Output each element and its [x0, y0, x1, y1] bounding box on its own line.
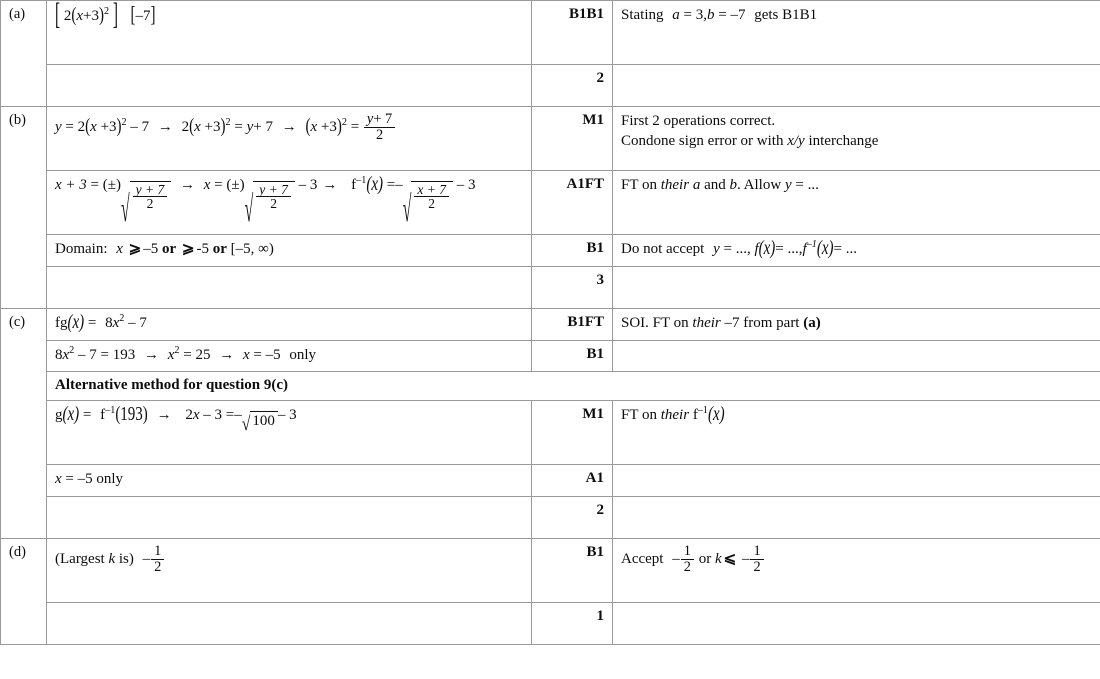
mark-b-1: M1 [532, 107, 613, 171]
b2-rad1-num: y + 7 [135, 181, 165, 197]
note-b1-xy: x/y [787, 132, 805, 149]
note-b2-tail: = ... [795, 177, 819, 193]
working-a-total-blank [47, 65, 532, 107]
table-row [1, 171, 1100, 235]
b1-x: x [90, 119, 97, 136]
d1-prefix-close: is) [118, 551, 134, 568]
working-c-2 [47, 340, 532, 372]
b1-open: ( [85, 116, 91, 138]
mark-d-total: 1 [532, 603, 613, 645]
note-b3-y-eq: = ..., [723, 241, 751, 257]
alt1-g: g [55, 407, 63, 424]
b2-minus3-2: – 3 [456, 177, 476, 193]
note-b1-line1: First 2 operations correct. [621, 113, 776, 129]
alt1-rad-tail: – 3 [277, 407, 297, 424]
d1-frac-den: 2 [151, 559, 164, 575]
b1b-eq: = [234, 119, 243, 136]
b1c-eq: = [350, 119, 360, 136]
part-label-c: (c) [1, 308, 47, 538]
c2-var2: x [167, 346, 175, 363]
note-a-total-blank [613, 65, 1100, 107]
b1b-open: ( [189, 116, 195, 138]
note-d1-k: k [714, 551, 722, 568]
note-d1-fraction-1 [681, 544, 694, 574]
mark-c-2: B1 [532, 340, 613, 372]
alt1-rhs-pre: 2 [185, 407, 193, 424]
note-a-1 [613, 1, 1100, 65]
note-b3-f-eq: = ..., [775, 241, 803, 257]
c2-eq25: = 25 [183, 346, 211, 363]
b1c-close: ) [336, 116, 342, 138]
second-bracket-close: ] [150, 3, 156, 28]
note-b1-line2 [621, 132, 1092, 152]
table-row-alt-header [1, 372, 1100, 401]
mark-alt-2: A1 [532, 465, 613, 497]
table-row-total [1, 266, 1100, 308]
note-a-post: gets B1B1 [754, 7, 818, 23]
note-d1-or: or [698, 551, 712, 568]
note-b3-y: y [713, 241, 720, 257]
b2-lhs: x + 3 [55, 177, 87, 193]
alt2-eq: = –5 only [65, 471, 124, 488]
alt1-radical: √ 100 [242, 411, 278, 432]
note-d1-sign2: – [741, 551, 750, 568]
note-b2-y: y [784, 177, 792, 193]
b2-x: x [203, 177, 211, 193]
note-b1-line2-pre: Condone sign error or with [621, 132, 784, 149]
b2-rad3-num: x + 7 [417, 181, 446, 197]
c1-fg: fg [55, 314, 68, 331]
b1b-pow: 2 [225, 117, 231, 129]
b1b-close: ) [220, 116, 226, 138]
alt1-g-arg: (x) [62, 404, 80, 426]
b1-arrow-1: → [157, 119, 173, 136]
note-b2-a: a [692, 177, 701, 193]
b2-finv: f [351, 177, 357, 193]
b2-eq3: = [386, 177, 396, 193]
working-c-1 [47, 308, 532, 340]
c1-eq: = [87, 314, 97, 331]
mark-d-1: B1 [532, 539, 613, 603]
part-label-d: (d) [1, 539, 47, 645]
b1-minus7: – 7 [130, 119, 150, 136]
table-row-total [1, 65, 1100, 107]
b3-ge-1: ⩾ [128, 241, 142, 257]
c2-arrow-2: → [219, 346, 235, 363]
mark-b-2: A1FT [532, 171, 613, 235]
note-alt1-pre: FT on [621, 407, 657, 424]
b3-domain-label: Domain: [55, 241, 108, 257]
working-b-1 [47, 107, 532, 171]
b2-eq1: = [90, 177, 99, 193]
b2-rad3-den: 2 [414, 196, 449, 211]
c1-coeff: 8 [105, 314, 113, 331]
note-d1-fraction-2 [750, 544, 763, 574]
working-b-2 [47, 171, 532, 235]
b2-eq2: = [214, 177, 223, 193]
b1-frac-num-y: y [366, 111, 374, 127]
b3-or-2: or [212, 241, 227, 257]
note-a-var-b: b [706, 7, 715, 23]
working-c-total-blank [47, 497, 532, 539]
c1-pow: 2 [119, 312, 125, 324]
b2-arrow-2: → [322, 177, 338, 193]
note-c1-val: –7 from part [724, 314, 800, 331]
b1b-plus7: + 7 [253, 119, 273, 136]
second-bracket-value: –7 [135, 7, 151, 24]
b1b-y: y [246, 119, 254, 136]
note-c-1 [613, 308, 1100, 340]
note-b2-and: and [704, 177, 726, 193]
mark-c-1: B1FT [532, 308, 613, 340]
expr-a-close: ) [99, 4, 104, 27]
mark-alt-1: M1 [532, 401, 613, 465]
mark-a-total: 2 [532, 65, 613, 107]
b1-arrow-2: → [281, 119, 297, 136]
note-c-total-blank [613, 497, 1100, 539]
note-d1-num2: 1 [753, 543, 761, 560]
expr-a-plus: + [83, 7, 92, 24]
note-b1-line2-post: interchange [808, 132, 879, 149]
working-b-total-blank [47, 266, 532, 308]
note-a-pre: Stating [621, 7, 664, 23]
b1c-three: 3 [329, 119, 337, 136]
b2-finv-sup: –1 [356, 175, 367, 186]
note-b2-b: b [729, 177, 737, 193]
b2-minus3-1: – 3 [298, 177, 318, 193]
b2-pm-2: (±) [226, 177, 245, 193]
b1b-x: x [194, 119, 201, 136]
note-alt-2-blank [613, 465, 1100, 497]
note-d-total-blank [613, 603, 1100, 645]
table-row [1, 107, 1100, 171]
b3-or-1: or [162, 241, 177, 257]
working-d-total-blank [47, 603, 532, 645]
note-d1-den2: 2 [750, 559, 763, 575]
b2-neg: – [395, 177, 403, 193]
alternative-method-header: Alternative method for question 9(c) [47, 372, 1100, 401]
b1-frac-den: 2 [364, 127, 395, 143]
alt1-f-sup: –1 [105, 405, 116, 417]
b1-close: ) [116, 116, 122, 138]
alt1-f-arg: (193) [115, 404, 148, 426]
d1-fraction [151, 544, 164, 574]
second-bracket-open: [ [130, 3, 136, 28]
note-b3-f-arg: (x) [758, 237, 776, 260]
note-b3-f: f [754, 241, 759, 257]
c2-arrow-1: → [143, 346, 159, 363]
table-row-total [1, 497, 1100, 539]
note-b3-finv-sup: –1 [806, 239, 817, 250]
c2-pow: 2 [69, 344, 75, 356]
table-row-total [1, 603, 1100, 645]
note-c-2-blank [613, 340, 1100, 372]
c2-eqm5: = –5 [253, 346, 281, 363]
alt1-rhs-var: x [192, 407, 200, 424]
d1-frac-num: 1 [154, 543, 162, 560]
b3-x: x [116, 241, 123, 257]
mark-b-3: B1 [532, 235, 613, 267]
table-row [1, 308, 1100, 340]
note-a-eq-b: = –7 [718, 7, 746, 23]
note-d1-num1: 1 [683, 543, 691, 560]
c1-arg: (x) [67, 311, 85, 334]
alt1-rad-neg: – [234, 407, 242, 424]
note-d-1 [613, 539, 1100, 603]
b1b-plus: + [204, 119, 214, 136]
note-c1-pre: SOI. FT on [621, 314, 689, 331]
b1-plus: + [100, 119, 110, 136]
working-a: [ $2(x+3)^2$ ] [–7] [47, 1, 532, 65]
table-row [1, 235, 1100, 267]
note-c1-part: (a) [803, 314, 821, 331]
note-a-var-a: a [672, 7, 680, 23]
expr-a-const: 3 [91, 7, 99, 24]
c1-minus: – 7 [128, 314, 147, 331]
mark-a-1: B1B1 [532, 1, 613, 65]
note-a-eq-a: = 3, [683, 7, 707, 23]
b2-arrow-1: → [180, 177, 195, 193]
note-b-3 [613, 235, 1100, 267]
table-row [1, 340, 1100, 372]
expr-a-var: x [76, 7, 84, 24]
alt2-x: x [55, 471, 62, 488]
b3-val-2: -5 [196, 241, 209, 257]
note-b2-their: their [660, 177, 690, 193]
c2-coeff: 8 [55, 346, 63, 363]
note-alt1-f-sup: –1 [697, 405, 709, 417]
note-b2-allow: . Allow [737, 177, 782, 193]
b2-rad2-num: y + 7 [259, 181, 288, 197]
note-alt1-f-arg: (x) [708, 404, 725, 426]
b1c-open: ( [305, 116, 311, 138]
working-d-1 [47, 539, 532, 603]
table-row [1, 1, 1100, 65]
b3-ge-2: ⩾ [181, 241, 195, 257]
table-row [1, 465, 1100, 497]
b1-coeff: 2 [77, 119, 86, 136]
note-c1-their: their [692, 314, 721, 331]
working-alt-1 [47, 401, 532, 465]
table-row [1, 401, 1100, 465]
note-b-2 [613, 171, 1100, 235]
alt1-arrow: → [156, 407, 172, 424]
note-d1-accept: Accept [621, 551, 664, 568]
table-row [1, 539, 1100, 603]
alt1-rad-body: 100 [250, 411, 278, 432]
note-b3-finv-eq: = ... [833, 241, 857, 257]
b1b-three: 3 [213, 119, 221, 136]
b3-interval: [–5, ∞) [230, 241, 274, 257]
c2-pow2: 2 [174, 344, 180, 356]
note-b-total-blank [613, 266, 1100, 308]
working-alt-2 [47, 465, 532, 497]
part-label-b: (b) [1, 107, 47, 309]
b1b-coeff: 2 [181, 119, 190, 136]
mark-b-total: 3 [532, 266, 613, 308]
alt1-f: f [100, 407, 106, 424]
d1-sign: – [142, 551, 151, 568]
note-d1-den1: 2 [681, 559, 694, 575]
b1-y: y [55, 119, 62, 136]
mark-c-total: 2 [532, 497, 613, 539]
note-b3-finv-arg: (x) [816, 237, 834, 260]
b1c-x: x [310, 119, 318, 136]
c2-only: only [289, 346, 317, 363]
c2-minus7eq: – 7 = 193 [78, 346, 136, 363]
b2-radical-1: √ $\frac{y + 7}{2}$ [121, 181, 171, 212]
note-d1-le: ⩽ [723, 551, 737, 568]
note-b3-pre: Do not accept [621, 241, 705, 257]
b2-radical-2: √ $\frac{y + 7}{2}$ [245, 181, 295, 212]
b1-eq: = [65, 119, 74, 136]
note-d1-sign1: – [672, 551, 680, 568]
b1-fraction [364, 112, 395, 142]
working-b-3 [47, 235, 532, 267]
c1-var: x [112, 314, 120, 331]
expr-a-open: ( [71, 4, 77, 27]
d1-prefix-open: (Largest [55, 551, 105, 568]
b2-finv-arg: (x) [366, 173, 383, 196]
b1c-plus: + [320, 119, 330, 136]
b2-rad1-den: 2 [133, 196, 168, 211]
c2-var3: x [242, 346, 250, 363]
note-alt1-f: f [692, 407, 698, 424]
b3-val-1: –5 [143, 241, 159, 257]
note-b-1 [613, 107, 1100, 171]
b1-pow: 2 [121, 117, 127, 129]
expr-a-power: 2 [104, 5, 110, 17]
c2-var: x [62, 346, 70, 363]
b1c-pow: 2 [341, 117, 347, 129]
b2-radical-3: √ $\frac{x + 7}{2}$ [403, 181, 453, 212]
part-label-a: (a) [1, 1, 47, 107]
b1-three: 3 [109, 119, 117, 136]
alt1-rhs-minus3: – 3 = [203, 407, 235, 424]
b2-rad2-den: 2 [256, 196, 291, 211]
note-alt-1 [613, 401, 1100, 465]
expr-a-coeff: 2 [63, 7, 72, 24]
b2-pm-1: (±) [102, 177, 121, 193]
alt1-eq: = [82, 407, 92, 424]
note-b2-pre: FT on [621, 177, 657, 193]
note-alt1-their: their [660, 407, 690, 424]
d1-k: k [108, 551, 116, 568]
note-b3-finv: f [802, 241, 807, 257]
b1-frac-num-plus: + 7 [373, 111, 393, 127]
